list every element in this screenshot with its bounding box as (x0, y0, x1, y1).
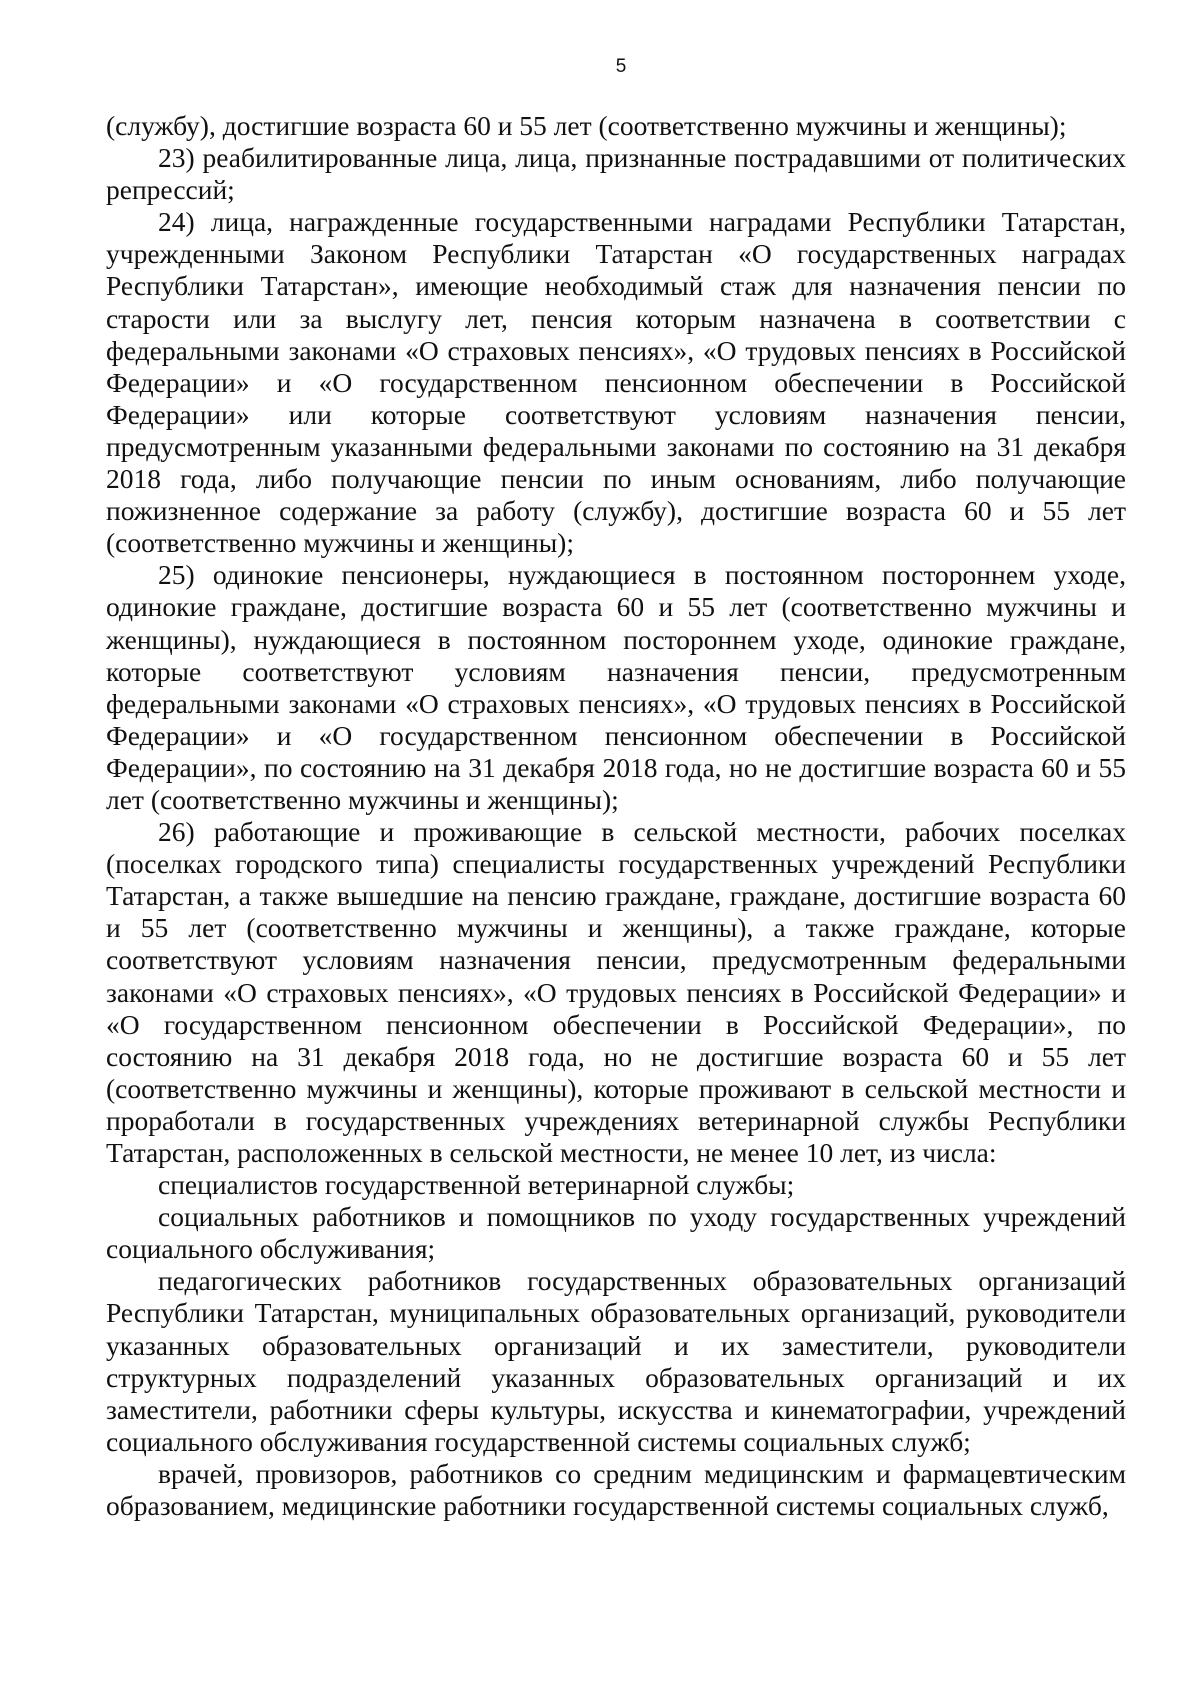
paragraph-social-workers: социальных работников и помощников по уходу государственных учреждений социального обслуживания; (106, 1201, 1126, 1265)
paragraph-item-25: 25) одинокие пенсионеры, нуждающиеся в постоянном постороннем уходе, одинокие граждане, достигшие возраста 60 и 55 лет (соответственно мужчины и женщины), нуждающиеся в постоянном постороннем уходе, одинокие граждане, которые соответствуют условиям назначения пенсии, предусмотренным федеральными законами «О страховых пенсиях», «О трудовых пенсиях в Российской Федерации» и «О государственном пенсионном обеспечении в Российской Федерации», по состоянию на 31 декабря 2018 года, но не достигшие возраста 60 и 55 лет (соответственно мужчины и женщины); (106, 559, 1126, 815)
paragraph-medical-workers: врачей, провизоров, работников со средним медицинским и фармацевтическим образованием, медицинские работники государственной системы социальных служб, (106, 1457, 1126, 1522)
paragraph-item-23: 23) реабилитированные лица, лица, признанные пострадавшими от политических репрессий; (106, 142, 1126, 206)
paragraph-item-26: 26) работающие и проживающие в сельской местности, рабочих поселках (поселках городского типа) специалисты государственных учреждений Республики Татарстан, а также вышедшие на пенсию граждане, граждане, достигшие возраста 60 и 55 лет (соответственно мужчины и женщины), а также граждане, которые соответствуют условиям назначения пенсии, предусмотренным федеральными законами «О страховых пенсиях», «О трудовых пенсиях в Российской Федерации» и «О государственном пенсионном обеспечении в Российской Федерации», по состоянию на 31 декабря 2018 года, но не достигшие возраста 60 и 55 лет (соответственно мужчины и женщины), которые проживают в сельской местности и проработали в государственных учреждениях ветеринарной службы Республики Татарстан, расположенных в сельской местности, не менее 10 лет, из числа: (106, 816, 1126, 1168)
page-number: 5 (615, 56, 627, 77)
paragraph-continuation: (службу), достигшие возраста 60 и 55 лет (соответственно мужчины и женщины); (106, 110, 1067, 141)
paragraph-item-24: 24) лица, награжденные государственными наградами Республики Татарстан, учрежденными Законом Республики Татарстан «О государственных наградах Республики Татарстан», имеющие необходимый стаж для назначения пенсии по старости или за выслугу лет, пенсия которым назначена в соответствии с федеральными законами «О страховых пенсиях», «О трудовых пенсиях в Российской Федерации» и «О государственном пенсионном обеспечении в Российской Федерации» или которые соответствуют условиям назначения пенсии, предусмотренным указанными федеральными законами по состоянию на 31 декабря 2018 года, либо получающие пенсии по иным основаниям, либо получающие пожизненное содержание за работу (службу), достигшие возраста 60 и 55 лет (соответственно мужчины и женщины); (106, 206, 1126, 559)
paragraph-veterinary-specialists: специалистов государственной ветеринарной службы; (158, 1169, 795, 1201)
document-body (106, 110, 1126, 1522)
paragraph-pedagogical-workers: педагогических работников государственных образовательных организаций Республики Татарстан, муниципальных образовательных организаций, руководители указанных образовательных организаций и их заместители, руководители структурных подразделений указанных образовательных организаций и их заместители, работники сферы культуры, искусства и кинематографии, учреждений социального обслуживания государственной системы социальных служб; (106, 1265, 1126, 1457)
